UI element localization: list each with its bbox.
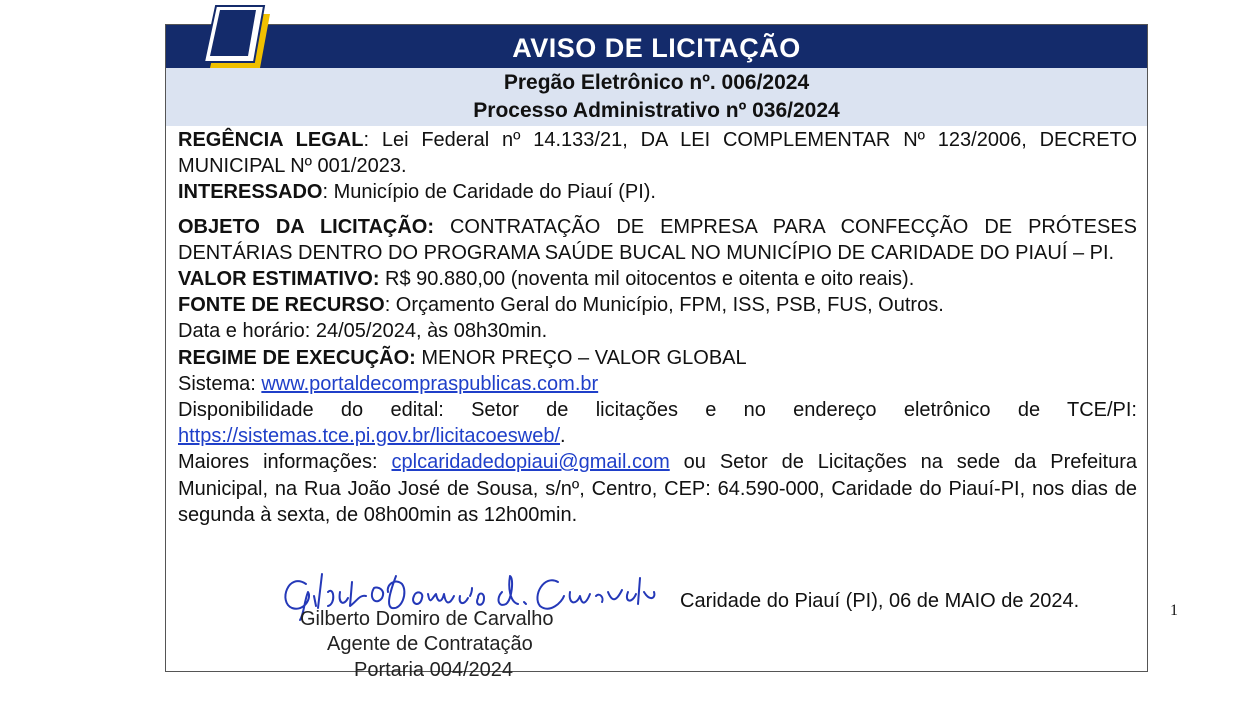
regencia-text: : Lei Federal nº 14.133/21, DA LEI COMPLEMENTAR Nº 123/2006, DECRETO MUNICIPAL Nº 001/2023.: [178, 129, 1138, 178]
fonte-paragraph: [178, 292, 1137, 318]
objeto-text: CONTRATAÇÃO DE EMPRESA PARA CONFECÇÃO DE PRÓTESES DENTÁRIAS DENTRO DO PROGRAMA SAÚDE BUCAL NO MUNICÍPIO DE CARIDADE DO PIAUÍ – PI.: [178, 215, 1138, 264]
regime-label: REGIME DE EXECUÇÃO:: [178, 346, 416, 369]
regime-paragraph: [178, 345, 1137, 371]
header-bar: [166, 25, 1147, 68]
regencia-label: REGÊNCIA LEGAL: [178, 129, 364, 151]
page-number: 1: [1170, 602, 1178, 619]
interessado-text: : Município de Caridade do Piauí (PI).: [322, 181, 656, 204]
notice-body: [178, 127, 1137, 528]
objeto-label: OBJETO DA LICITAÇÃO:: [178, 215, 435, 238]
regencia-paragraph: [178, 127, 1137, 179]
valor-text: R$ 90.880,00 (noventa mil oitocentos e oitenta e oito reais).: [379, 268, 915, 291]
sistema-link[interactable]: www.portaldecompraspublicas.com.br: [261, 372, 599, 395]
fonte-label: FONTE DE RECURSO: [178, 294, 385, 317]
signer-role: Agente de Contratação: [327, 633, 533, 655]
edital-link[interactable]: https://sistemas.tce.pi.gov.br/licitacoesweb/: [178, 425, 561, 448]
edital-text: Disponibilidade do edital: Setor de licitações e no endereço eletrônico de TCE/PI:: [178, 399, 1137, 422]
pregao-number: Pregão Eletrônico nº. 006/2024: [503, 71, 810, 94]
info-text: ou Setor de Licitações na sede da Prefeitura Municipal, na Rua João José de Sousa, s/nº, Centro, CEP: 64.590-000, Caridade do Piauí-PI, nos dias de segunda à sexta, de 08h00min as 12h00min.: [178, 451, 1137, 526]
objeto-paragraph: [178, 214, 1137, 266]
signer-name: Gilberto Domiro de Carvalho: [300, 608, 554, 630]
data-paragraph: Data e horário: 24/05/2024, às 08h30min.: [178, 320, 548, 343]
subheader-band: [166, 68, 1147, 126]
regime-text: MENOR PREÇO – VALOR GLOBAL: [415, 346, 747, 369]
processo-number: Processo Administrativo nº 036/2024: [473, 99, 840, 122]
valor-label: VALOR ESTIMATIVO:: [178, 268, 380, 291]
info-paragraph: [178, 449, 1137, 528]
interessado-label: INTERESSADO: [178, 181, 323, 204]
publication-logo-icon: [198, 0, 278, 76]
signer-portaria: Portaria 004/2024: [354, 659, 514, 681]
page-title: AVISO DE LICITAÇÃO: [512, 33, 801, 63]
edital-paragraph: [178, 397, 1137, 449]
fonte-text: : Orçamento Geral do Município, FPM, ISS, PSB, FUS, Outros.: [384, 294, 944, 317]
interessado-paragraph: [178, 179, 1137, 205]
info-email-link[interactable]: cplcaridadedopiaui@gmail.com: [391, 451, 670, 474]
valor-paragraph: [178, 266, 1137, 292]
sistema-label: Sistema:: [178, 372, 262, 395]
city-date: Caridade do Piauí (PI), 06 de MAIO de 2024.: [680, 590, 1080, 612]
sistema-paragraph: [178, 371, 1137, 397]
info-label: Maiores informações:: [178, 451, 392, 474]
edital-end: .: [560, 425, 566, 448]
